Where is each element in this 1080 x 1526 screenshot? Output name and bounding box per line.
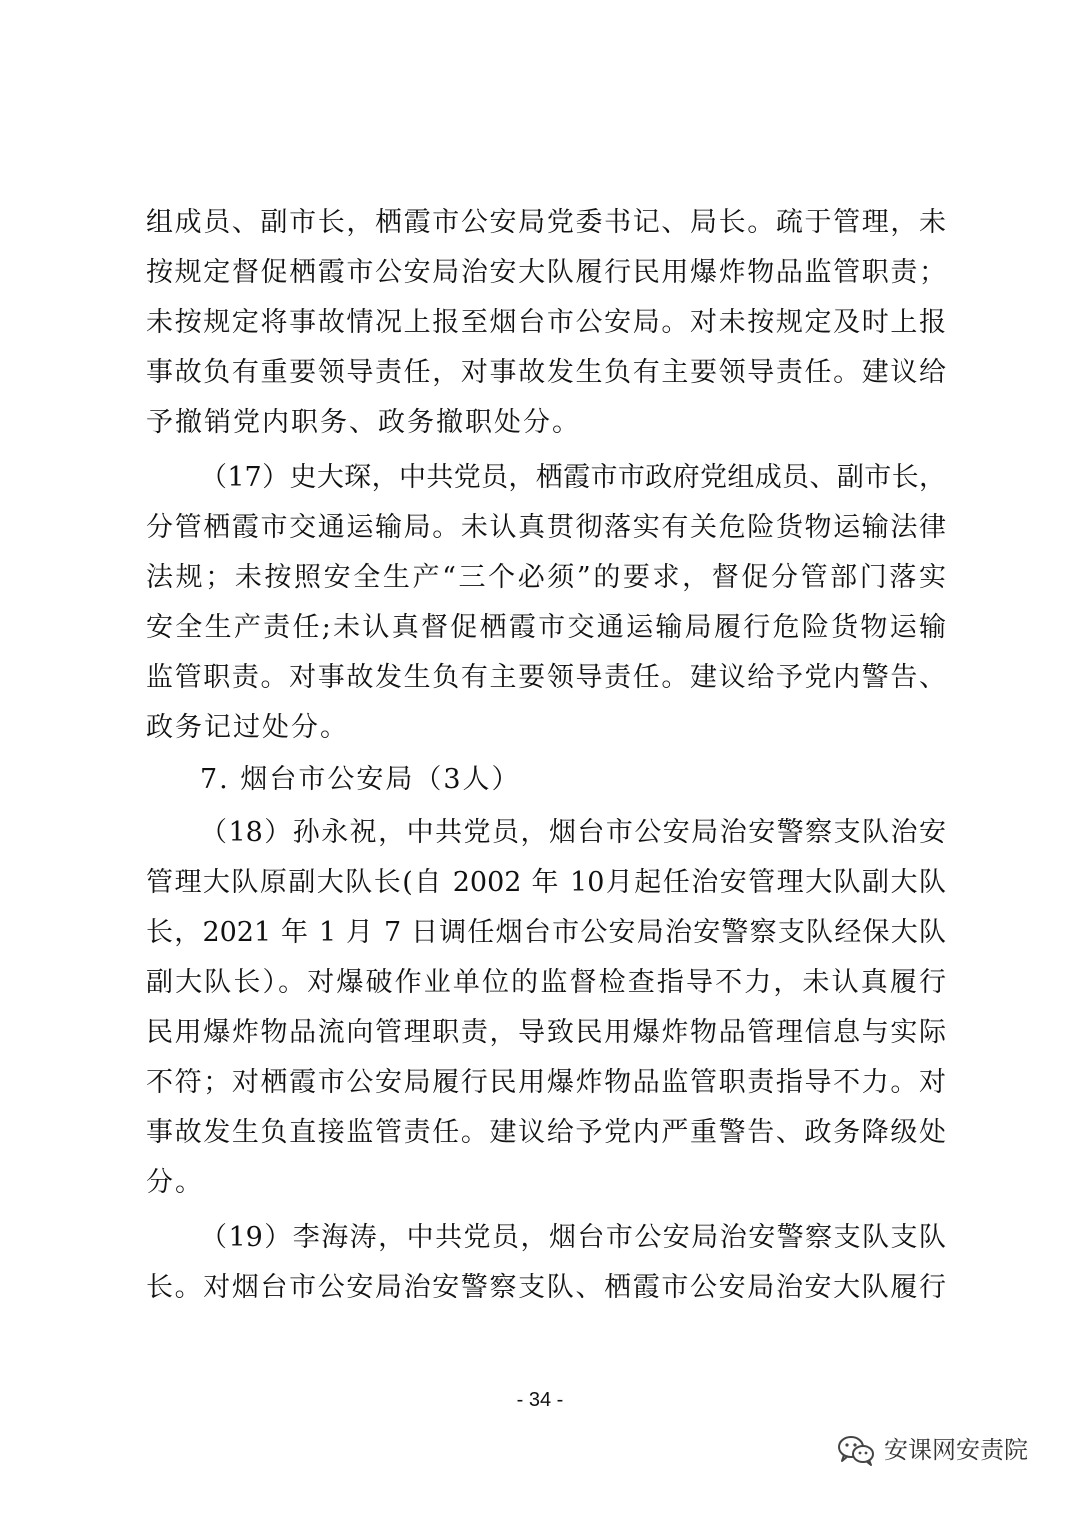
- text-line-21: （19）李海涛，中共党员，烟台市公安局治安警察支队支队: [200, 1222, 946, 1253]
- text-line-9: 安全生产责任;未认真督促栖霞市交通运输局履行危险货物运输: [146, 612, 946, 643]
- text-line-14: 管理大队原副大队长(自 2002 年 10月起任治安管理大队副大队: [146, 867, 946, 898]
- text-line-10: 监管职责。对事故发生负有主要领导责任。建议给予党内警告、: [146, 662, 946, 693]
- text-line-1: 组成员、副市长，栖霞市公安局党委书记、局长。疏于管理，未: [146, 207, 946, 238]
- text-line-18: 不符；对栖霞市公安局履行民用爆炸物品监管职责指导不力。对: [146, 1067, 946, 1098]
- text-line-13: （18）孙永祝，中共党员，烟台市公安局治安警察支队治安: [200, 817, 946, 848]
- text-line-8: 法规；未按照安全生产“三个必须”的要求，督促分管部门落实: [146, 562, 946, 593]
- text-line-7: 分管栖霞市交通运输局。未认真贯彻落实有关危险货物运输法律: [146, 512, 946, 543]
- text-line-6: （17）史大琛，中共党员，栖霞市市政府党组成员、副市长，: [200, 462, 946, 493]
- page-number: - 34 -: [516, 1389, 564, 1411]
- text-line-20: 分。: [146, 1167, 204, 1198]
- wechat-icon: [836, 1434, 876, 1466]
- text-line-3: 未按规定将事故情况上报至烟台市公安局。对未按规定及时上报: [146, 307, 946, 338]
- text-line-15: 长，2021 年 1 月 7 日调任烟台市公安局治安警察支队经保大队: [146, 917, 946, 948]
- text-line-17: 民用爆炸物品流向管理职责，导致民用爆炸物品管理信息与实际: [146, 1017, 946, 1048]
- text-line-5: 予撤销党内职务、政务撤职处分。: [146, 407, 581, 438]
- watermark: [836, 1430, 1056, 1470]
- watermark-text: 安课网安责院: [884, 1436, 1028, 1464]
- text-line-4: 事故负有重要领导责任，对事故发生负有主要领导责任。建议给: [146, 357, 946, 388]
- text-line-16: 副大队长）。对爆破作业单位的监督检查指导不力，未认真履行: [146, 967, 946, 998]
- section-heading: 7. 烟台市公安局（3人）: [200, 764, 521, 795]
- text-line-19: 事故发生负直接监管责任。建议给予党内严重警告、政务降级处: [146, 1117, 946, 1148]
- text-line-11: 政务记过处分。: [146, 712, 349, 743]
- text-line-2: 按规定督促栖霞市公安局治安大队履行民用爆炸物品监管职责；: [146, 257, 946, 288]
- text-line-22: 长。对烟台市公安局治安警察支队、栖霞市公安局治安大队履行: [146, 1272, 946, 1303]
